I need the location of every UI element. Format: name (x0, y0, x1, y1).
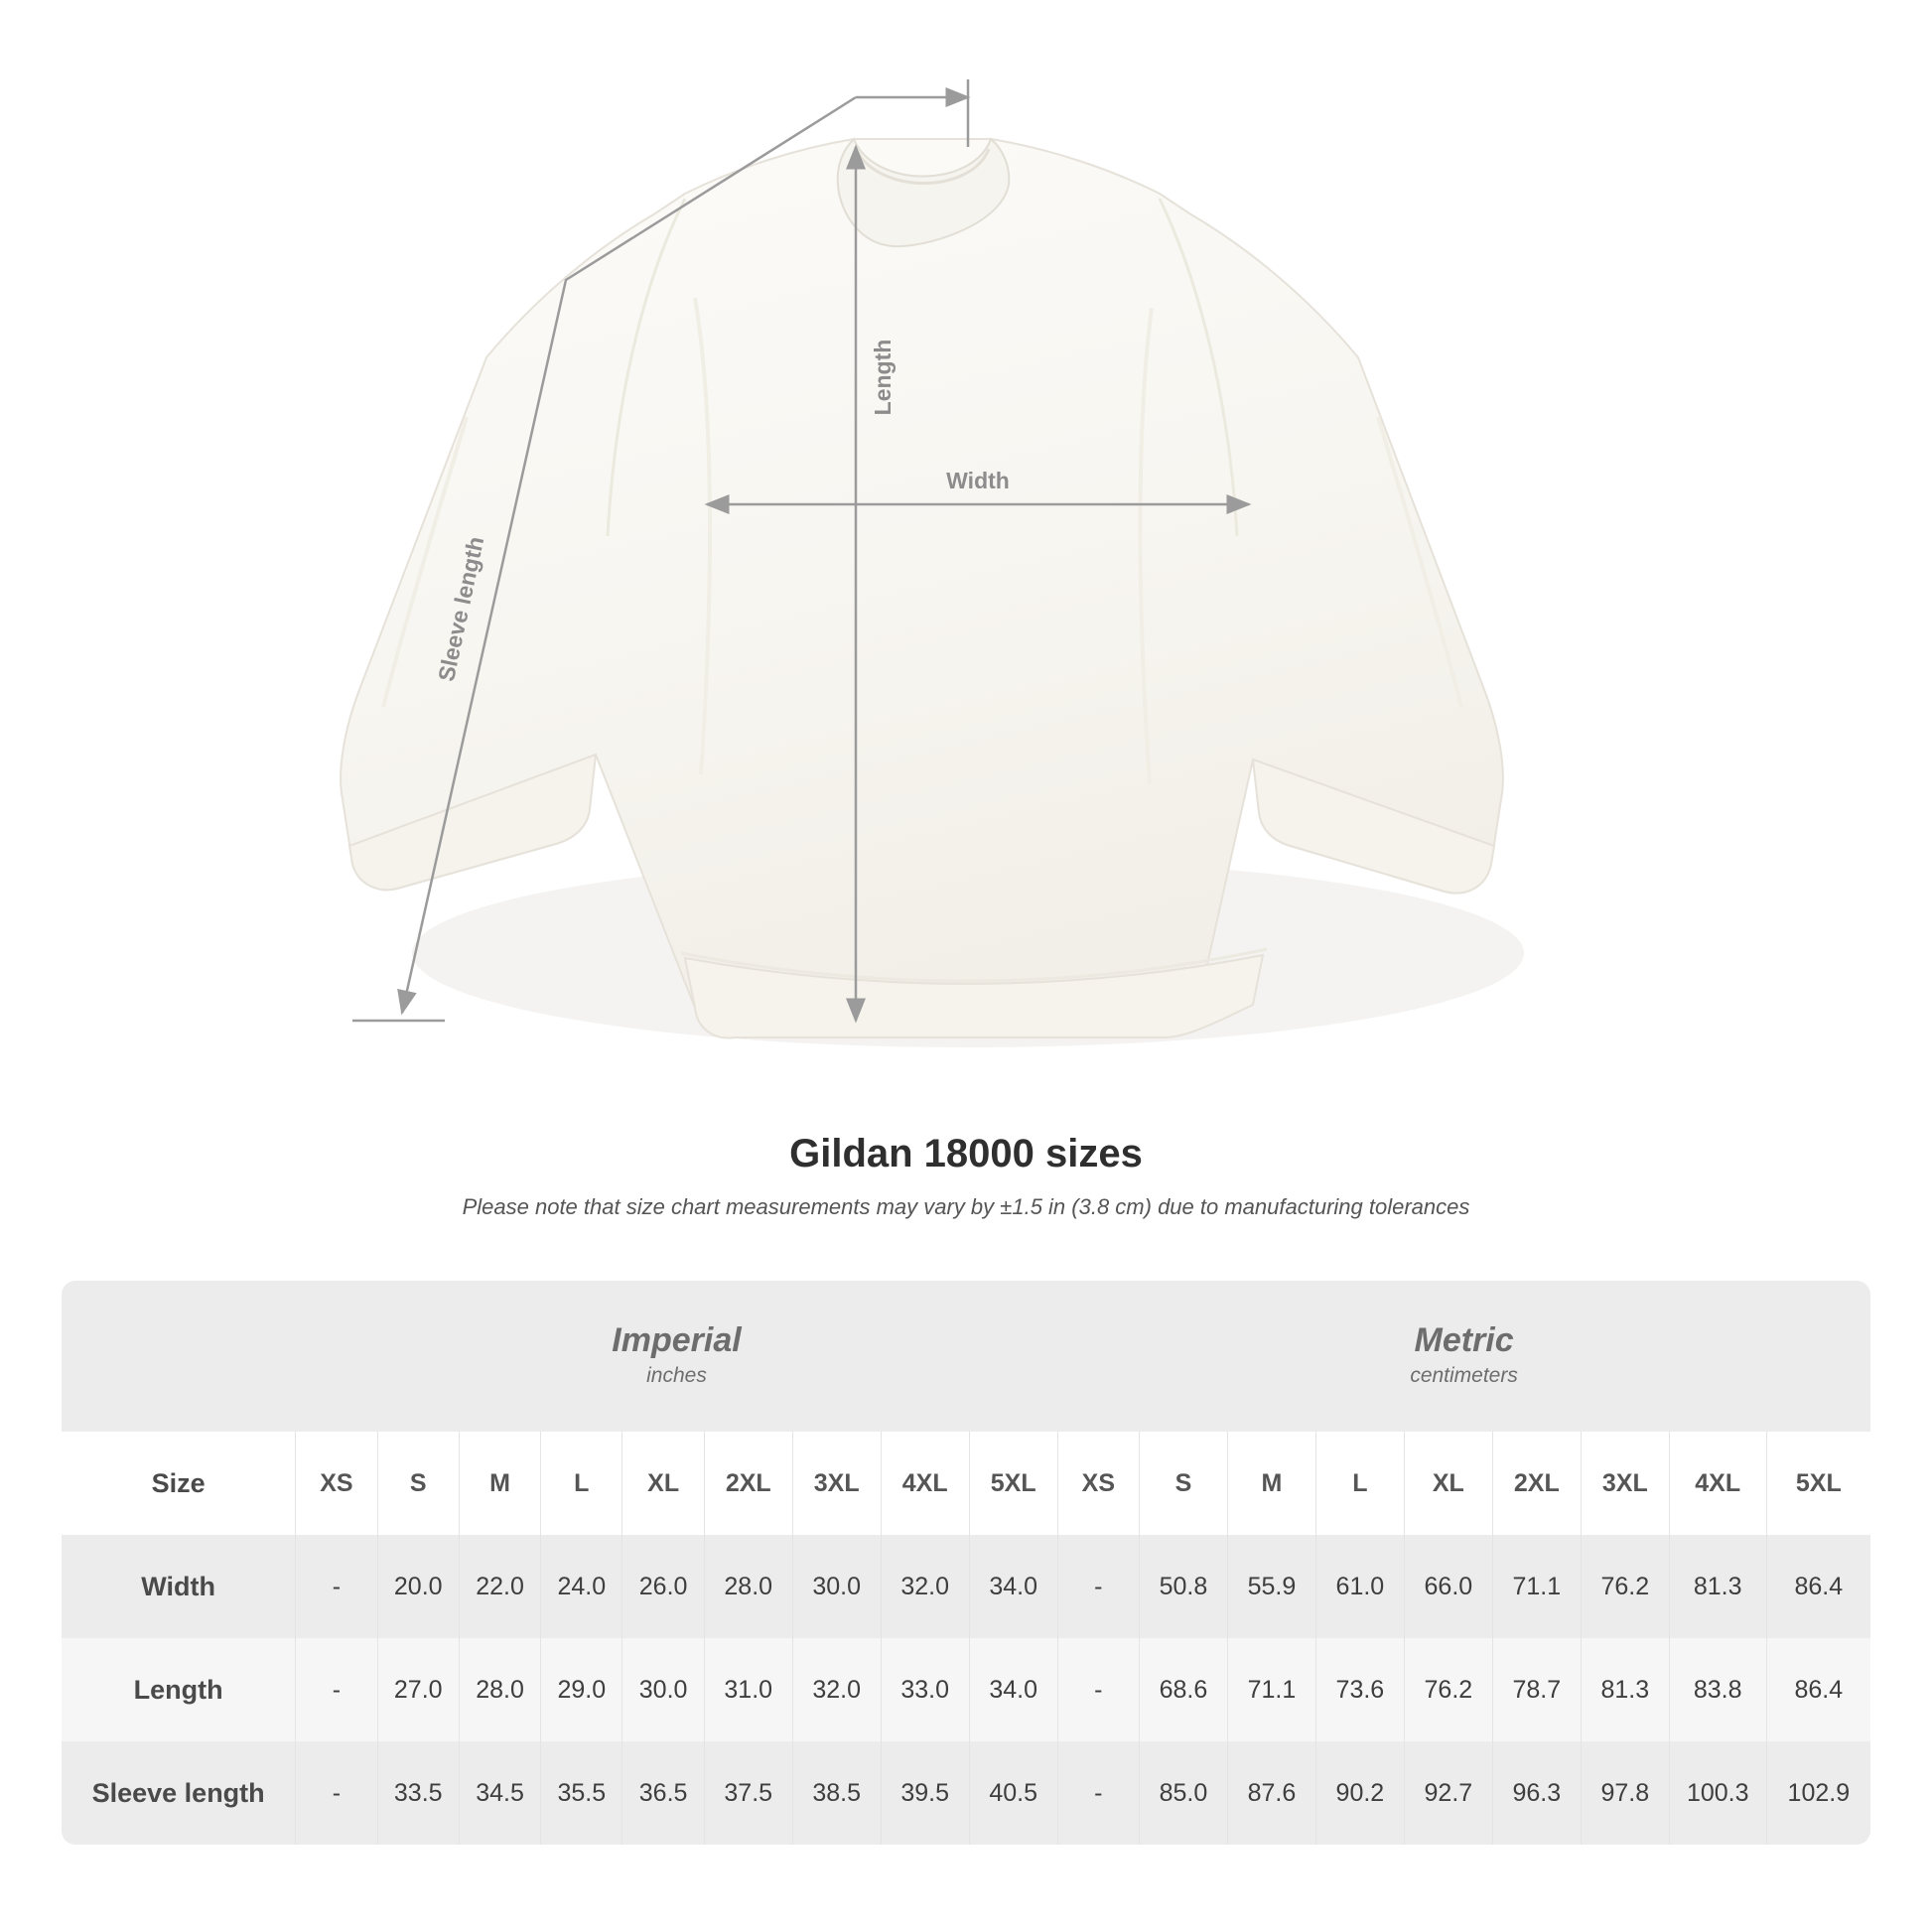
cell: 86.4 (1766, 1535, 1870, 1638)
cell: 34.5 (459, 1741, 540, 1845)
tolerance-note: Please note that size chart measurements may vary by ±1.5 in (3.8 cm) due to manufacturing tolerances (462, 1194, 1470, 1219)
col-header: XL (622, 1432, 704, 1535)
cell: 22.0 (459, 1535, 540, 1638)
col-header: M (459, 1432, 540, 1535)
col-header: 4XL (1669, 1432, 1766, 1535)
col-header: XS (1057, 1432, 1139, 1535)
cell: 37.5 (704, 1741, 792, 1845)
cell: 28.0 (459, 1638, 540, 1741)
cell: 26.0 (622, 1535, 704, 1638)
size-table (62, 1281, 1870, 1845)
cell: - (296, 1638, 377, 1741)
cell: 34.0 (969, 1638, 1057, 1741)
cell: 92.7 (1404, 1741, 1492, 1845)
cell: 30.0 (792, 1535, 881, 1638)
cell: 86.4 (1766, 1638, 1870, 1741)
cell: 33.0 (881, 1638, 969, 1741)
cell: 102.9 (1766, 1741, 1870, 1845)
imperial-name: Imperial (612, 1320, 742, 1359)
table-row (62, 1741, 1870, 1845)
cell: 39.5 (881, 1741, 969, 1845)
col-header: 5XL (1766, 1432, 1870, 1535)
col-header: S (1139, 1432, 1227, 1535)
cell: 90.2 (1315, 1741, 1404, 1845)
cell: - (296, 1741, 377, 1845)
cell: 33.5 (377, 1741, 459, 1845)
col-header: 4XL (881, 1432, 969, 1535)
cell: - (1057, 1741, 1139, 1845)
cell: 31.0 (704, 1638, 792, 1741)
cell: 38.5 (792, 1741, 881, 1845)
cell: 81.3 (1581, 1638, 1669, 1741)
cell: - (296, 1535, 377, 1638)
col-header: S (377, 1432, 459, 1535)
unit-header-metric (1057, 1281, 1870, 1432)
cell: 30.0 (622, 1638, 704, 1741)
width-label: Width (946, 468, 1010, 493)
unit-header-imperial (296, 1281, 1057, 1432)
cell: 81.3 (1669, 1535, 1766, 1638)
row-label-sleeve-length: Sleeve length (62, 1741, 296, 1845)
sleeve-length-label: Sleeve length (433, 534, 489, 684)
cell: 20.0 (377, 1535, 459, 1638)
col-header: L (1315, 1432, 1404, 1535)
cell: 83.8 (1669, 1638, 1766, 1741)
imperial-sub: inches (646, 1363, 707, 1387)
cell: 97.8 (1581, 1741, 1669, 1845)
cell: 100.3 (1669, 1741, 1766, 1845)
cell: - (1057, 1638, 1139, 1741)
unit-header-spacer (62, 1281, 296, 1432)
cell: 66.0 (1404, 1535, 1492, 1638)
cell: 32.0 (792, 1638, 881, 1741)
metric-sub: centimeters (1410, 1363, 1518, 1387)
cell: 71.1 (1492, 1535, 1581, 1638)
cell: 78.7 (1492, 1638, 1581, 1741)
row-label-width: Width (62, 1535, 296, 1638)
cell: 55.9 (1227, 1535, 1315, 1638)
column-header-row (62, 1432, 1870, 1535)
cell: 36.5 (622, 1741, 704, 1845)
col-header: XS (296, 1432, 377, 1535)
cell: 87.6 (1227, 1741, 1315, 1845)
table-row (62, 1535, 1870, 1638)
title-block (0, 1132, 1932, 1220)
table-row (62, 1638, 1870, 1741)
header-size: Size (62, 1432, 296, 1535)
col-header: 3XL (792, 1432, 881, 1535)
cell: 76.2 (1581, 1535, 1669, 1638)
cell: 96.3 (1492, 1741, 1581, 1845)
unit-header-row (62, 1281, 1870, 1432)
col-header: 3XL (1581, 1432, 1669, 1535)
col-header: 2XL (1492, 1432, 1581, 1535)
cell: 50.8 (1139, 1535, 1227, 1638)
cell: - (1057, 1535, 1139, 1638)
col-header: XL (1404, 1432, 1492, 1535)
cell: 71.1 (1227, 1638, 1315, 1741)
cell: 32.0 (881, 1535, 969, 1638)
col-header: 5XL (969, 1432, 1057, 1535)
cell: 61.0 (1315, 1535, 1404, 1638)
col-header: L (541, 1432, 622, 1535)
length-label: Length (870, 339, 896, 416)
cell: 68.6 (1139, 1638, 1227, 1741)
cell: 85.0 (1139, 1741, 1227, 1845)
cell: 76.2 (1404, 1638, 1492, 1741)
page-title: Gildan 18000 sizes (789, 1132, 1143, 1175)
cell: 24.0 (541, 1535, 622, 1638)
row-label-length: Length (62, 1638, 296, 1741)
col-header: 2XL (704, 1432, 792, 1535)
cell: 40.5 (969, 1741, 1057, 1845)
cell: 73.6 (1315, 1638, 1404, 1741)
size-table-wrapper (62, 1281, 1870, 1845)
cell: 27.0 (377, 1638, 459, 1741)
cell: 34.0 (969, 1535, 1057, 1638)
cell: 29.0 (541, 1638, 622, 1741)
col-header: M (1227, 1432, 1315, 1535)
cell: 28.0 (704, 1535, 792, 1638)
metric-name: Metric (1414, 1320, 1514, 1359)
cell: 35.5 (541, 1741, 622, 1845)
